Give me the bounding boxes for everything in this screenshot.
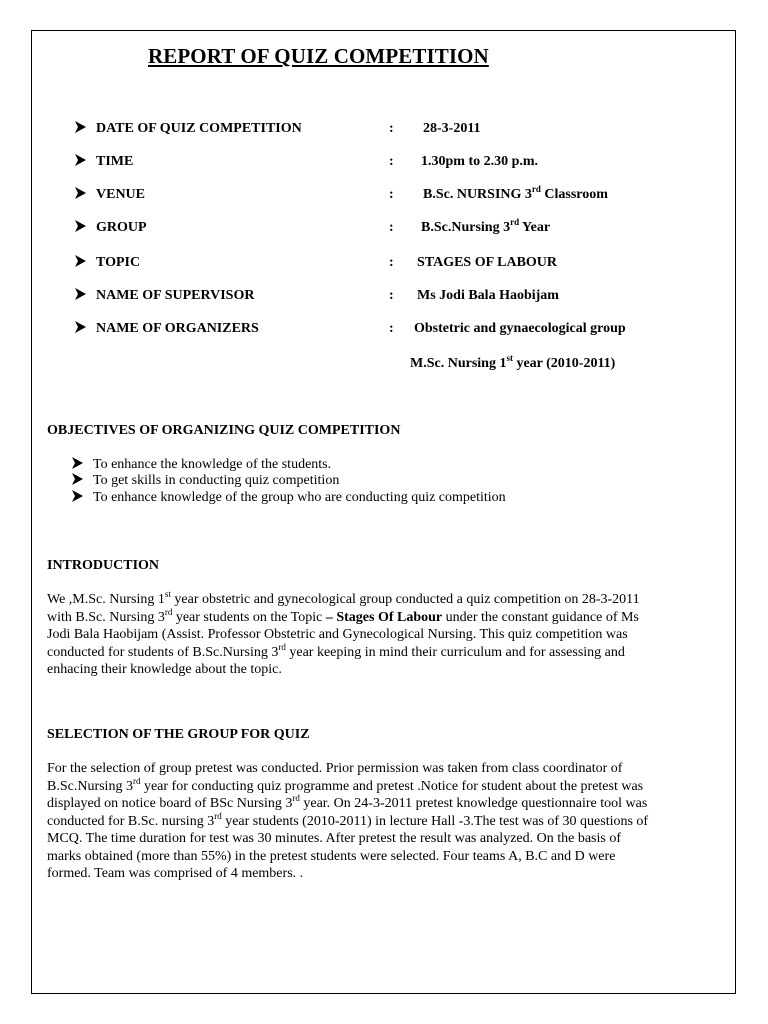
detail-colon: : <box>389 321 394 336</box>
intro-line: We ,M.Sc. Nursing 1st year obstetric and gynecological group conducted a quiz competition on 28-3-2011 <box>47 589 640 607</box>
detail-value: Ms Jodi Bala Haobijam <box>417 288 559 303</box>
detail-colon: : <box>389 154 394 169</box>
report-title: REPORT OF QUIZ COMPETITION <box>148 44 489 68</box>
intro-line: conducted for students of B.Sc.Nursing 3rd year keeping in mind their curriculum and for assessing and <box>47 641 625 660</box>
detail-colon: : <box>389 121 394 136</box>
selection-line: MCQ. The time duration for test was 30 minutes. After pretest the result was analyzed. On the basis of <box>47 831 621 846</box>
detail-value: STAGES OF LABOUR <box>417 255 558 270</box>
organizers-continuation: M.Sc. Nursing 1st year (2010-2011) <box>410 353 616 371</box>
arrow-bullet-icon <box>72 473 83 489</box>
arrow-bullet-icon <box>72 457 83 473</box>
detail-colon: : <box>389 220 394 235</box>
selection-line: formed. Team was comprised of 4 members. . <box>47 866 304 881</box>
arrow-bullet-icon <box>72 490 83 506</box>
detail-value: 28-3-2011 <box>423 121 481 136</box>
detail-key: NAME OF SUPERVISOR <box>96 288 255 303</box>
intro-line: with B.Sc. Nursing 3rd year students on the Topic – Stages Of Labour under the constant guidance of Ms <box>47 606 639 625</box>
arrow-bullet-icon <box>75 321 86 337</box>
arrow-bullet-icon <box>75 255 86 271</box>
detail-colon: : <box>389 255 394 270</box>
arrow-bullet-icon <box>75 187 86 203</box>
selection-line: marks obtained (more than 55%) in the pretest students were selected. Four teams A, B.C and D were <box>47 848 616 864</box>
arrow-bullet-icon <box>75 154 86 170</box>
introduction-heading: INTRODUCTION <box>47 558 160 573</box>
detail-value: 1.30pm to 2.30 p.m. <box>421 154 539 169</box>
selection-line: B.Sc.Nursing 3rd year for conducting quiz programme and pretest .Notice for student about the pretest was <box>47 775 644 794</box>
detail-value: B.Sc. NURSING 3rd Classroom <box>423 184 608 202</box>
selection-line: For the selection of group pretest was conducted. Prior permission was taken from class coordinator of <box>47 761 623 776</box>
arrow-bullet-icon <box>75 220 86 236</box>
detail-key: NAME OF ORGANIZERS <box>96 321 259 336</box>
detail-colon: : <box>389 288 394 303</box>
intro-line: enhacing their knowledge about the topic. <box>47 662 282 677</box>
selection-line: displayed on notice board of BSc Nursing 3rd year. On 24-3-2011 pretest knowledge questionnaire tool was <box>47 793 648 811</box>
detail-key: GROUP <box>96 220 147 235</box>
intro-line: Jodi Bala Haobijam (Assist. Professor Obstetric and Gynecological Nursing. This quiz competition was <box>47 627 628 642</box>
objectives-heading: OBJECTIVES OF ORGANIZING QUIZ COMPETITION <box>47 423 401 438</box>
detail-colon: : <box>389 187 394 202</box>
detail-value: Obstetric and gynaecological group <box>414 321 626 336</box>
arrow-bullet-icon <box>75 288 86 304</box>
selection-line: conducted for B.Sc. nursing 3rd year students (2010-2011) in lecture Hall -3.The test was of 30 questions of <box>47 810 649 829</box>
objective-text: To enhance the knowledge of the students. <box>93 457 332 472</box>
arrow-bullet-icon <box>75 121 86 137</box>
selection-paragraph <box>47 760 721 883</box>
selection-heading: SELECTION OF THE GROUP FOR QUIZ <box>47 727 310 742</box>
detail-key: VENUE <box>96 187 146 202</box>
detail-key: DATE OF QUIZ COMPETITION <box>96 121 302 136</box>
detail-value: B.Sc.Nursing 3rd Year <box>421 217 551 235</box>
objective-text: To enhance knowledge of the group who are conducting quiz competition <box>93 490 506 505</box>
objective-text: To get skills in conducting quiz competition <box>93 473 340 488</box>
detail-key: TIME <box>96 154 134 169</box>
introduction-paragraph <box>47 591 721 679</box>
detail-key: TOPIC <box>96 255 141 270</box>
